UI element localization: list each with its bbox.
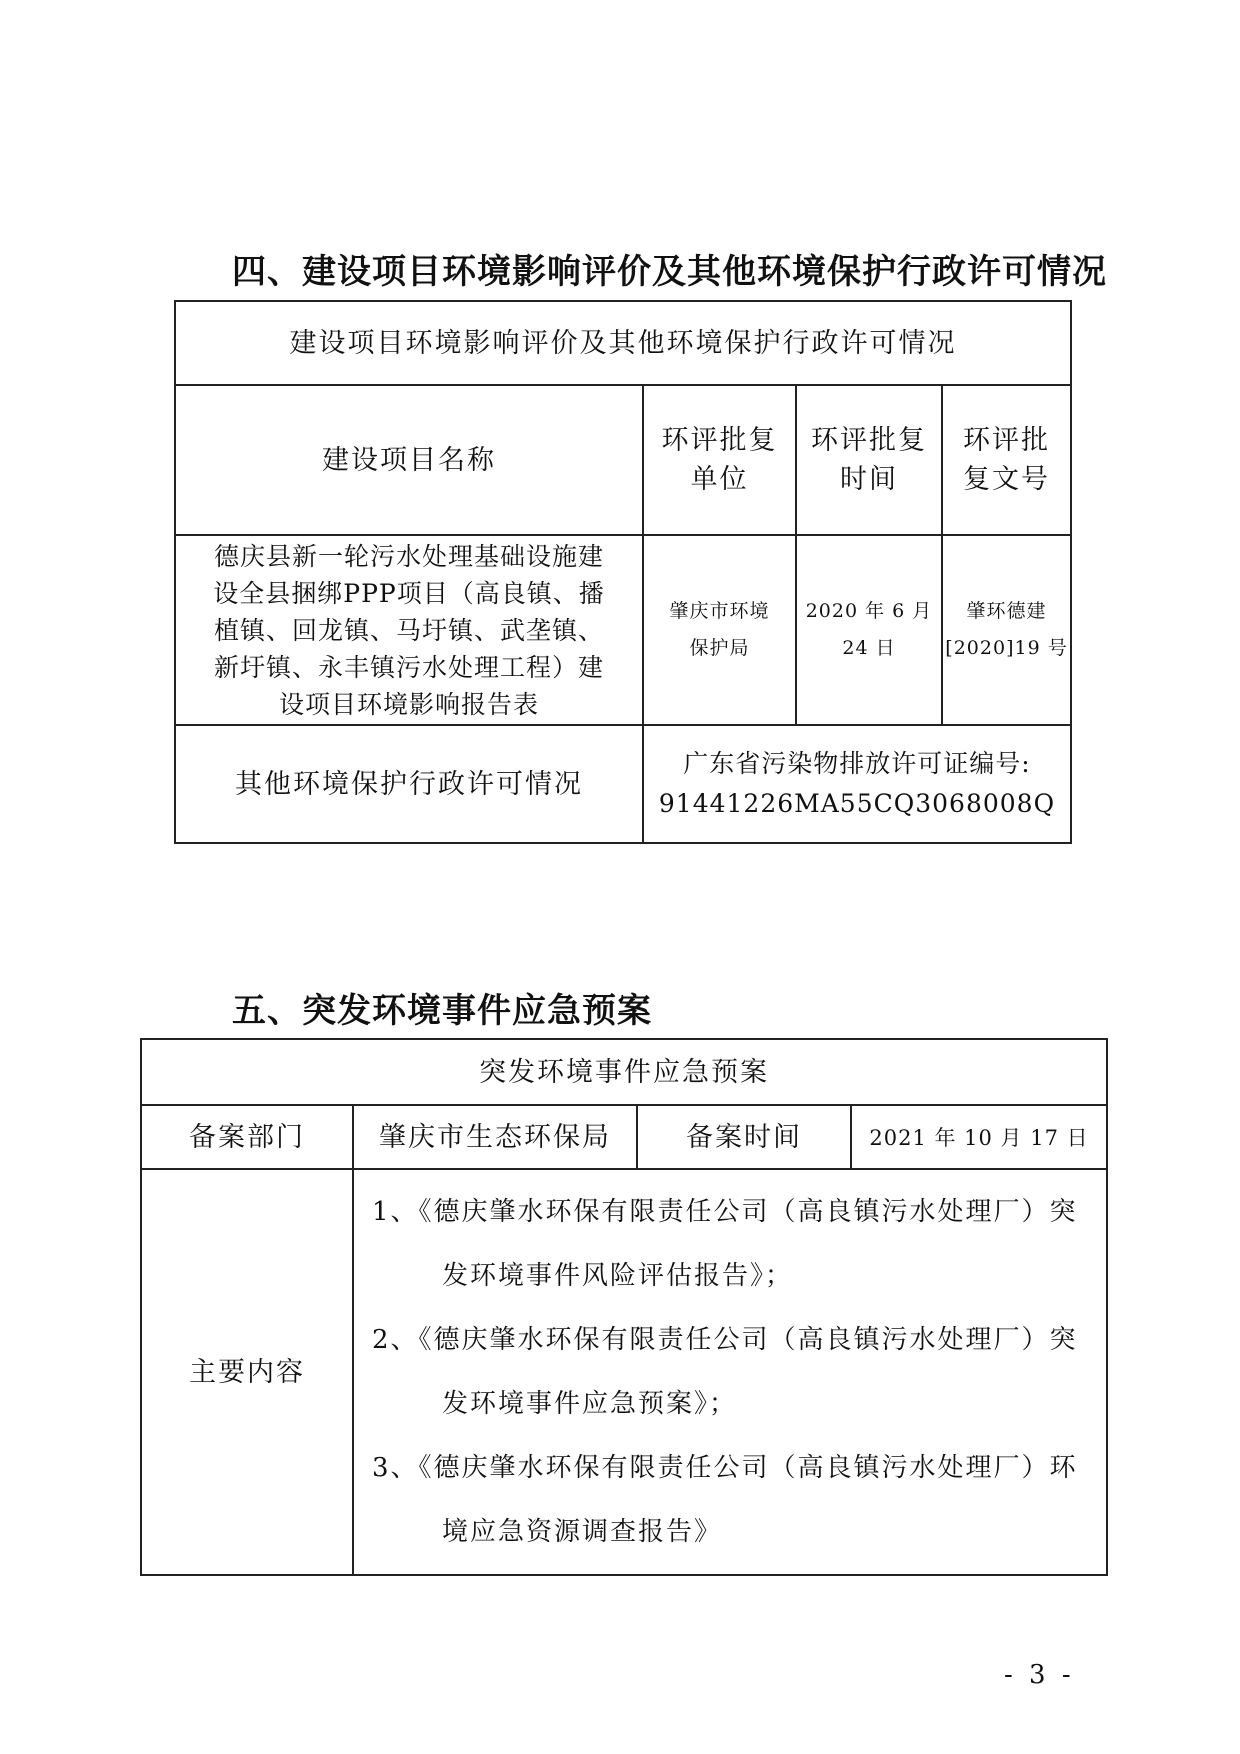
approval-unit-cell: 肇庆市环境 保护局 (643, 535, 796, 725)
section-5-heading: 五、突发环境事件应急预案 (232, 991, 652, 1031)
project-name-cell: 德庆县新一轮污水处理基础设施建 设全县捆绑PPP项目（高良镇、播 植镇、回龙镇、马圩镇、武垄镇、 新圩镇、永丰镇污水处理工程）建 设项目环境影响报告表 (175, 535, 643, 725)
main-content-list (353, 1169, 1107, 1575)
eia-permit-table (174, 300, 1072, 844)
filing-dept-value: 肇庆市生态环保局 (353, 1105, 637, 1169)
other-permit-label: 其他环境保护行政许可情况 (175, 725, 643, 843)
header-project-name: 建设项目名称 (175, 385, 643, 535)
section-4-heading: 四、建设项目环境影响评价及其他环境保护行政许可情况 (232, 252, 1107, 292)
filing-dept-label: 备案部门 (141, 1105, 353, 1169)
eia-table-title: 建设项目环境影响评价及其他环境保护行政许可情况 (175, 301, 1071, 385)
header-approval-time: 环评批复 时间 (796, 385, 942, 535)
header-approval-doc-no: 环评批 复文号 (942, 385, 1071, 535)
filing-time-value: 2021 年 10 月 17 日 (851, 1105, 1107, 1169)
list-item: 3、《德庆肇水环保有限责任公司（高良镇污水处理厂）环 境应急资源调查报告》 (372, 1453, 1078, 1547)
emergency-table-title: 突发环境事件应急预案 (141, 1039, 1107, 1105)
list-item: 1、《德庆肇水环保有限责任公司（高良镇污水处理厂）突 发环境事件风险评估报告》； (372, 1197, 1078, 1291)
approval-time-cell: 2020 年 6 月 24 日 (796, 535, 942, 725)
page-number: - 3 - (1004, 1660, 1075, 1690)
list-item: 2、《德庆肇水环保有限责任公司（高良镇污水处理厂）突 发环境事件应急预案》； (372, 1325, 1078, 1419)
header-approval-unit: 环评批复 单位 (643, 385, 796, 535)
emergency-plan-table (140, 1038, 1108, 1576)
filing-time-label: 备案时间 (637, 1105, 851, 1169)
other-permit-value: 广东省污染物排放许可证编号: 91441226MA55CQ3068008Q (643, 725, 1071, 843)
main-content-label: 主要内容 (141, 1169, 353, 1575)
approval-doc-no-cell: 肇环德建 [2020]19 号 (942, 535, 1071, 725)
